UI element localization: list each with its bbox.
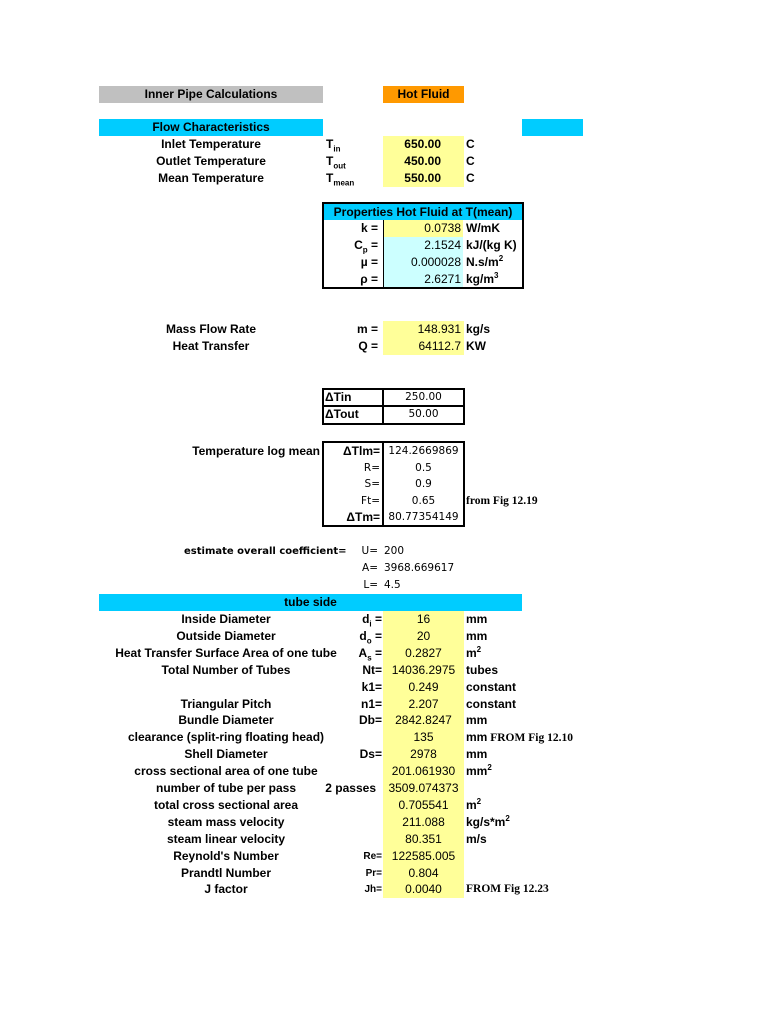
tube-row-unit: constant (466, 696, 517, 711)
flow-row-unit: C (466, 137, 475, 151)
flow-section-header: Flow Characteristics (99, 119, 323, 136)
lmtd-symbol: R= (363, 461, 380, 474)
lmtd-label: Temperature log mean (192, 444, 320, 458)
tube-row-unit: tubes (466, 662, 499, 677)
flow-row-value: 550.00 (404, 171, 441, 185)
tube-row-symbol: k1= (361, 679, 382, 694)
property-symbol: µ = (360, 255, 378, 269)
property-value: 2.6271 (424, 272, 461, 286)
property-symbol: k = (360, 221, 378, 235)
delta-t-value: 50.00 (408, 408, 439, 420)
mass-row-label: Heat Transfer (172, 339, 250, 353)
tube-row-symbol: Ds= (359, 747, 382, 762)
tube-row-unit: $m^2$ (466, 644, 482, 660)
tube-row-label: Shell Diameter (184, 747, 268, 762)
sheet-title: Inner Pipe Calculations (99, 86, 323, 103)
tube-row-label: Triangular Pitch (180, 696, 272, 711)
tube-row-value: 0.804 (408, 865, 439, 880)
tube-row-symbol: Jh= (364, 884, 382, 896)
tube-row-label: cross sectional area of one tube (134, 764, 318, 779)
property-symbol: $C_p$ = (354, 238, 378, 255)
tube-row-value: 16 (416, 612, 431, 626)
estimate-label: estimate overall coefficient= (184, 546, 347, 557)
lmtd-value: 124.2669869 (388, 445, 459, 457)
tube-row-symbol: $A_s$ = (358, 645, 382, 663)
flow-row-symbol: $T_{out}$ (326, 154, 346, 171)
tube-row-value: 2978 (410, 747, 437, 762)
tube-row-symbol: $d_i$ = (362, 612, 382, 629)
lmtd-value: 0.65 (411, 494, 436, 507)
tube-row-value: 2842.8247 (395, 713, 452, 728)
tube-row-label: Prandtl Number (180, 865, 271, 880)
tube-row-label: Total Number of Tubes (161, 662, 291, 677)
delta-t-label: ΔTout (325, 407, 359, 421)
property-value: 0.000028 (410, 255, 461, 269)
property-symbol: ρ = (360, 272, 378, 286)
flow-row-label: Mean Temperature (158, 171, 264, 185)
flow-row-label: Inlet Temperature (161, 137, 261, 151)
property-value: 0.0738 (424, 221, 461, 235)
tube-row-value: 80.351 (405, 831, 442, 846)
tube-row-unit: mm (466, 612, 488, 626)
tube-row-unit: $m^2$ (466, 796, 482, 812)
tube-row-label: Bundle Diameter (178, 713, 274, 728)
mass-row-symbol: m = (356, 322, 378, 336)
tube-row-note: FROM Fig 12.10 (487, 732, 573, 745)
tube-section-header: tube side (99, 594, 522, 611)
tube-row-value: 201.061930 (391, 764, 456, 779)
tube-row-value: 0.249 (408, 679, 439, 694)
mass-row-label: Mass Flow Rate (165, 322, 257, 336)
lmtd-note: from Fig 12.19 (466, 495, 538, 507)
tube-row-value: 0.0040 (405, 882, 442, 897)
tube-row-label: J factor (204, 882, 248, 897)
tube-row-symbol: Db= (358, 713, 382, 728)
lmtd-value: 0.9 (415, 478, 432, 490)
lmtd-symbol: S= (364, 478, 380, 490)
tube-row-unit: $mm^2$ (466, 763, 492, 779)
property-unit: $N.s/m^2$ (466, 254, 504, 269)
lmtd-symbol: ΔTlm= (343, 444, 380, 458)
tube-row-label: total cross sectional area (153, 797, 299, 812)
tube-row-unit: $kg/s*m^2$ (466, 813, 510, 829)
tube-row-label: Outside Diameter (176, 628, 276, 643)
property-value: 2.1524 (424, 238, 461, 252)
flow-row-symbol: $T_{mean}$ (326, 171, 355, 188)
mass-row-value: 148.931 (417, 322, 461, 336)
tube-row-value: 14036.2975 (391, 662, 456, 677)
tube-row-value: 135 (413, 730, 434, 745)
delta-t-label: ΔTin (325, 390, 352, 404)
lmtd-value: 80.77354149 (388, 511, 459, 523)
flow-row-label: Outlet Temperature (156, 154, 266, 168)
flow-row-symbol: $T_{in}$ (326, 137, 341, 154)
flow-row-unit: C (466, 154, 475, 168)
estimate-symbol: L= (363, 579, 378, 591)
tube-row-value: 3509.074373 (388, 781, 459, 795)
property-unit: kJ/(kg K) (466, 238, 517, 252)
tube-row-value: 2.207 (408, 696, 439, 711)
tube-row-symbol: $d_o$ = (359, 628, 382, 646)
tube-row-label: steam mass velocity (167, 814, 285, 829)
tube-row-symbol: 2 passes (325, 781, 376, 795)
mass-row-symbol: Q = (358, 339, 378, 353)
tube-row-unit: mm FROM Fig 12.10 (466, 730, 573, 745)
tube-row-value: 211.088 (402, 814, 445, 829)
tube-row-symbol: Pr= (365, 867, 382, 879)
flow-row-value: 450.00 (404, 154, 441, 168)
tube-row-unit: constant (466, 679, 517, 694)
estimate-symbol: A= (362, 562, 378, 574)
tube-row-label: number of tube per pass (155, 781, 297, 795)
flow-row-value: 650.00 (404, 137, 441, 151)
tube-row-label: clearance (split-ring floating head) (127, 730, 325, 745)
tube-row-value: 20 (416, 628, 431, 643)
estimate-value: 200 (384, 545, 405, 557)
estimate-value: 4.5 (384, 579, 401, 591)
property-unit: $kg/m^3$ (466, 271, 499, 286)
tube-row-label: Inside Diameter (181, 612, 271, 626)
fluid-header: Hot Fluid (383, 86, 464, 103)
flow-row-unit: C (466, 171, 475, 185)
property-unit: W/mK (466, 221, 500, 235)
mass-row-unit: KW (466, 339, 486, 353)
estimate-symbol: U= (361, 545, 378, 557)
properties-title: Properties Hot Fluid at T(mean) (324, 204, 522, 220)
tube-row-unit: mm (466, 628, 488, 643)
flow-header-fill (522, 119, 583, 136)
tube-row-symbol: Nt= (362, 662, 382, 677)
tube-row-value: 122585.005 (391, 848, 456, 863)
tube-row-note: FROM Fig 12.23 (466, 883, 549, 896)
mass-row-value: 64112.7 (418, 339, 461, 353)
tube-row-value: 0.705541 (398, 797, 449, 812)
tube-row-label: Reynold's Number (173, 848, 279, 863)
estimate-value: 3968.669617 (384, 562, 455, 574)
tube-row-value: 0.2827 (405, 645, 442, 660)
tube-row-unit: m/s (466, 831, 487, 846)
lmtd-symbol: Ft= (361, 494, 380, 507)
tube-row-symbol: n1= (360, 696, 382, 711)
delta-t-value: 250.00 (405, 391, 442, 403)
lmtd-value: 0.5 (415, 461, 432, 474)
tube-row-unit: mm (466, 713, 488, 728)
tube-row-label: steam linear velocity (166, 831, 286, 846)
tube-row-label: Heat Transfer Surface Area of one tube (115, 645, 337, 660)
lmtd-symbol: ΔTm= (346, 510, 380, 524)
tube-row-unit: mm (466, 747, 488, 762)
mass-row-unit: kg/s (466, 322, 491, 336)
tube-row-symbol: Re= (363, 850, 382, 862)
